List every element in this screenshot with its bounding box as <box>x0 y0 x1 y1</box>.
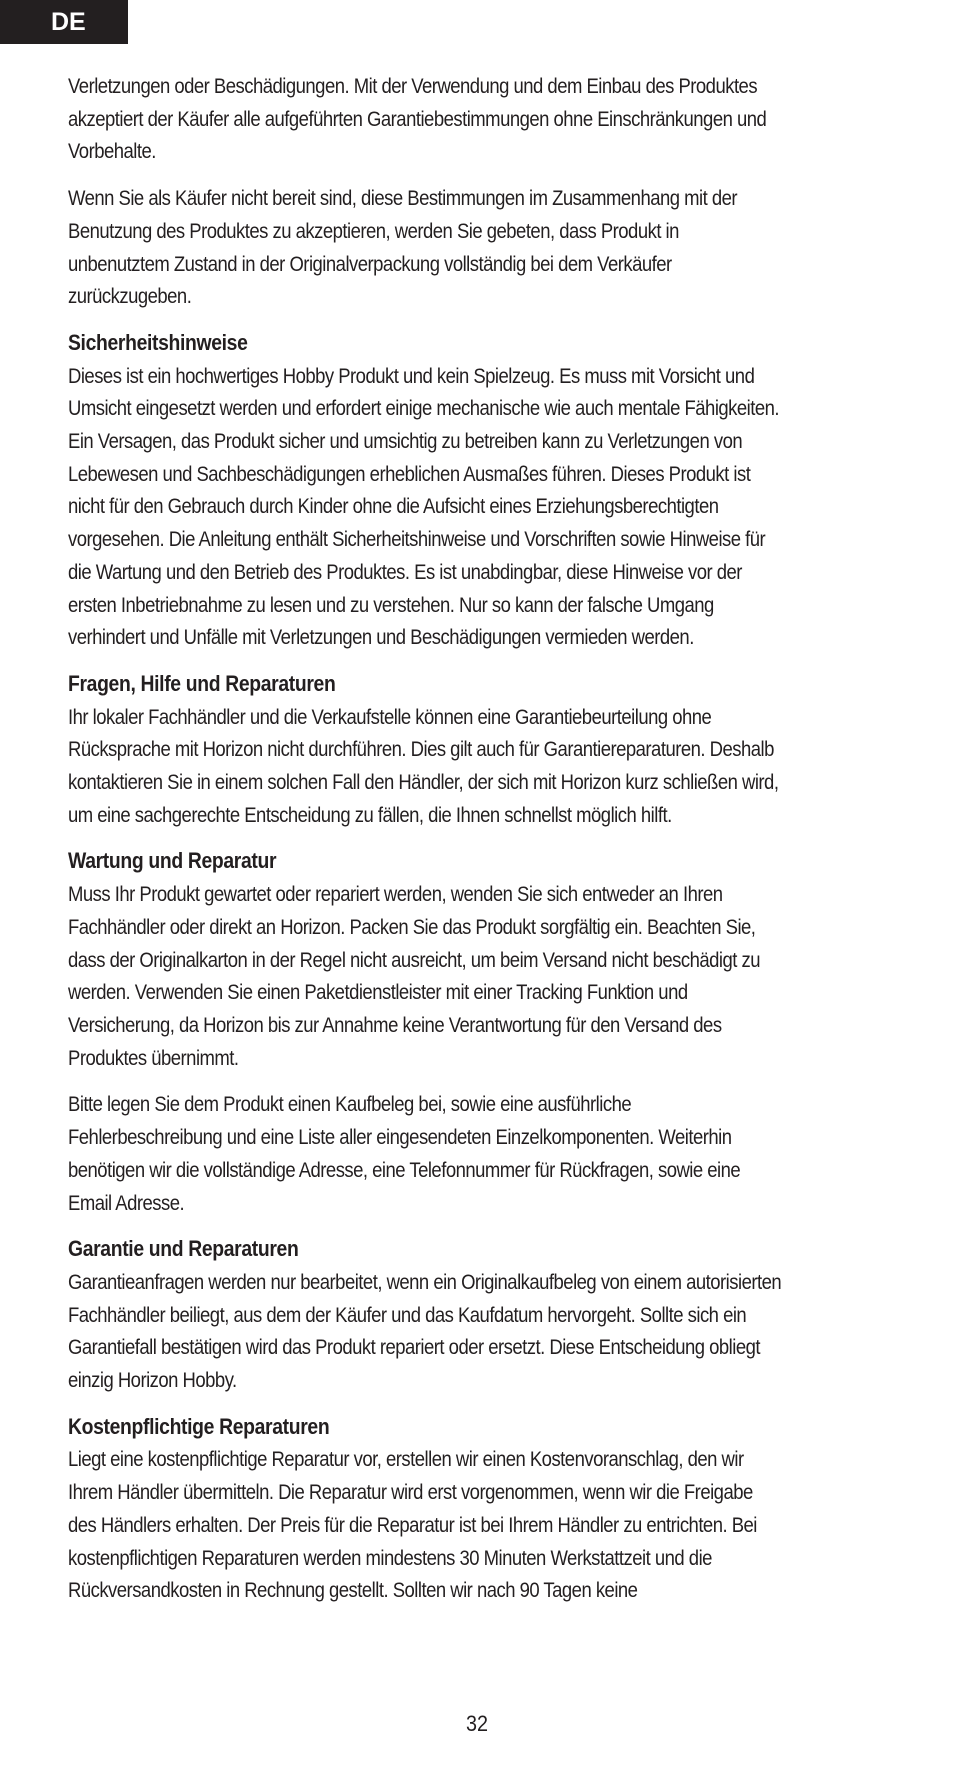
section-heading: Kostenpflichtige Reparaturen <box>68 1413 330 1439</box>
section-heading: Sicherheitshinweise <box>68 329 248 355</box>
document-body <box>68 70 782 1621</box>
section-fragen-hilfe-reparaturen <box>68 668 782 832</box>
page-number: 32 <box>465 1711 489 1736</box>
section-sicherheitshinweise <box>68 327 782 654</box>
section-paragraph: Garantieanfragen werden nur bearbeitet, wenn ein Originalkaufbeleg von einem autorisierten Fachhändler beiliegt, aus dem der Käufer und das Kaufdatum hervorgeht. Sollte sich ein Garantiefall bestätigen wird das Produkt repariert oder ersetzt. Diese Entscheidung obliegt einzig Horizon Hobby. <box>68 1269 782 1393</box>
section-paragraph: Dieses ist ein hochwertiges Hobby Produkt und kein Spielzeug. Es muss mit Vorsicht und Umsicht eingesetzt werden und erfordert einige mechanische wie auch mentale Fähigkeiten. Ein Versagen, das Produkt sicher und umsichtig zu betreiben kann zu Verletzungen von Lebewesen und Sachbeschädigungen erheblichen Ausmaßes führen. Dieses Produkt ist nicht für den Gebrauch durch Kinder ohne die Aufsicht eines Erziehungsberechtigten vorgesehen. Die Anleitung enthält Sicherheitshinweise und Vorschriften sowie Hinweise für die Wartung und den Betrieb des Produktes. Es ist unabdingbar, diese Hinweise vor der ersten Inbetriebnahme zu lesen und zu verstehen. Nur so kann der falsche Umgang verhindert und Unfälle mit Verletzungen und Beschädigungen vermieden werden. <box>68 363 780 650</box>
section-heading: Garantie und Reparaturen <box>68 1236 299 1262</box>
section-paragraph: Muss Ihr Produkt gewartet oder repariert werden, wenden Sie sich entweder an Ihren Fachhändler oder direkt an Horizon. Packen Sie das Produkt sorgfältig ein. Beachten Sie, dass der Originalkarton in der Regel nicht ausreicht, um beim Versand nicht beschädigt zu werden. Verwenden Sie einen Paketdienstleister mit einer Tracking Funktion und Versicherung, da Horizon bis zur Annahme keine Verantwortung für den Versand des Produktes übernimmt. <box>68 882 761 1070</box>
section-paragraph: Bitte legen Sie dem Produkt einen Kaufbeleg bei, sowie eine ausführliche Fehlerbeschreibung und eine Liste aller eingesendeten Einzelkomponenten. Weiterhin benötigen wir die vollständige Adresse, eine Telefonnummer für Rückfragen, sowie eine Email Adresse. <box>68 1092 741 1215</box>
section-kostenpflichtige-reparaturen <box>68 1411 782 1607</box>
intro-paragraph-1: Verletzungen oder Beschädigungen. Mit der Verwendung und dem Einbau des Produktes akzeptiert der Käufer alle aufgeführten Garantiebestimmungen ohne Einschränkungen und Vorbehalte. <box>68 74 767 164</box>
intro-paragraph-2: Wenn Sie als Käufer nicht bereit sind, diese Bestimmungen im Zusammenhang mit der Benutzung des Produktes zu akzeptieren, werden Sie gebeten, dass Produkt in unbenutztem Zustand in der Originalverpackung vollständig bei dem Verkäufer zurückzugeben. <box>68 186 738 309</box>
section-paragraph: Ihr lokaler Fachhändler und die Verkaufstelle können eine Garantiebeurteilung ohne Rücksprache mit Horizon nicht durchführen. Dies gilt auch für Garantiereparaturen. Deshalb kontaktieren Sie in einem solchen Fall den Händler, der sich mit Horizon kurz schließen wird, um eine sachgerechte Entscheidung zu fällen, die Ihnen schnellst möglich hilft. <box>68 704 779 827</box>
section-heading: Wartung und Reparatur <box>68 848 277 874</box>
section-paragraph: Liegt eine kostenpflichtige Reparatur vor, erstellen wir einen Kostenvoranschlag, den wir Ihrem Händler übermitteln. Die Reparatur wird erst vorgenommen, wenn wir die Freigabe des Händlers erhalten. Der Preis für die Reparatur ist bei Ihrem Händler zu entrichten. Bei kostenpflichtigen Reparaturen werden mindestens 30 Minuten Werkstattzeit und die Rückversandkosten in Rechnung gestellt. Sollten wir nach 90 Tagen keine <box>68 1447 757 1603</box>
section-garantie-reparaturen <box>68 1233 782 1397</box>
section-wartung-reparatur <box>68 845 782 1219</box>
language-tab: DE <box>0 0 128 44</box>
section-heading: Fragen, Hilfe und Reparaturen <box>68 670 336 696</box>
